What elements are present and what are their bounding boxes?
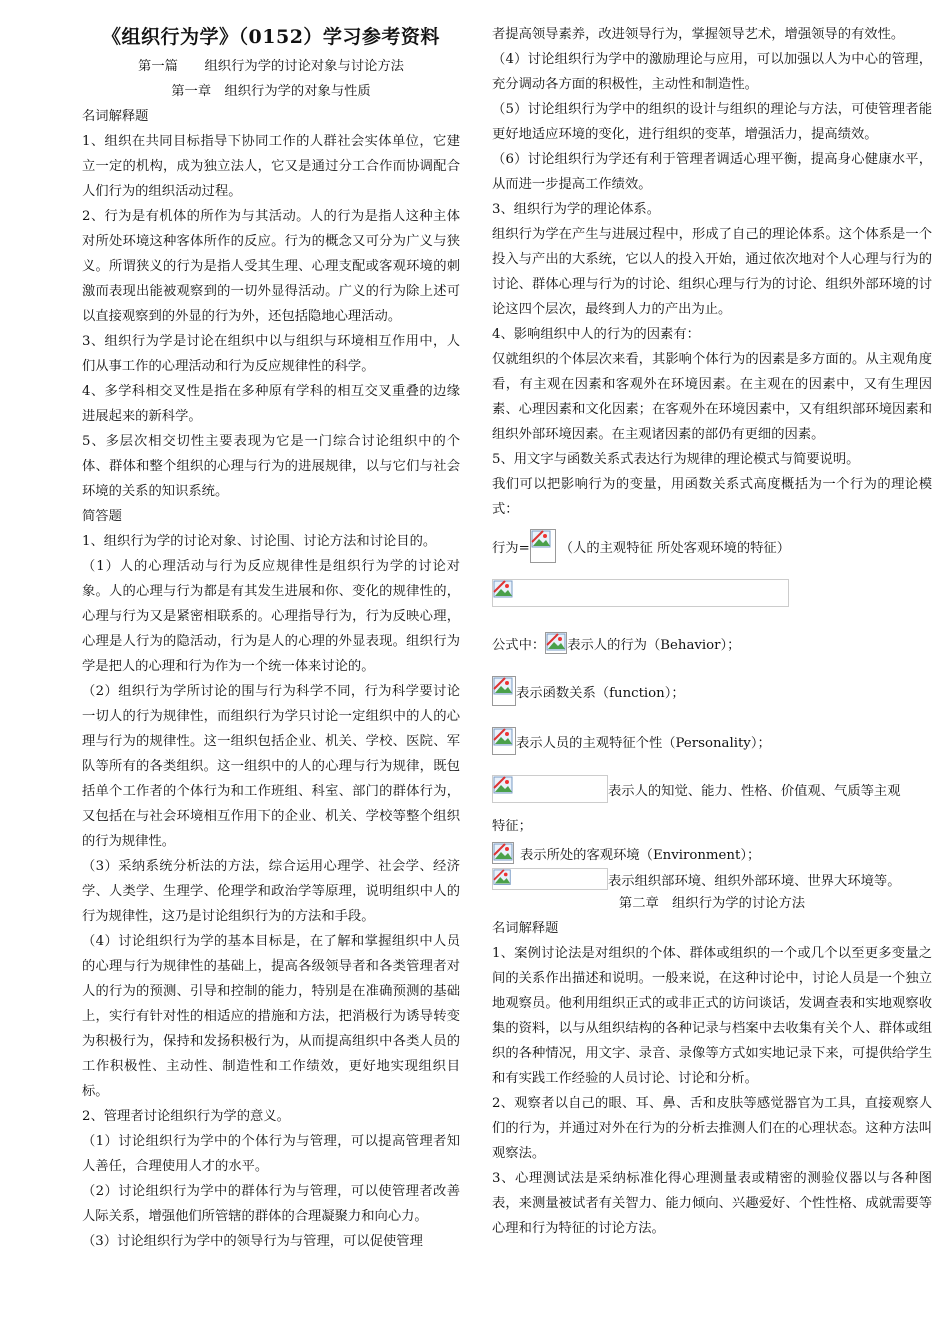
formula-image-placeholder (492, 775, 608, 803)
paragraph: （3）采纳系统分析法的方法，综合运用心理学、社会学、经济学、人类学、生理学、伦理学和政治学等原理，说明组织中人的行为规律性，这乃是讨论组织行为的方法和手段。 (82, 859, 460, 924)
broken-image-icon (493, 580, 515, 602)
paragraph: 我们可以把影响行为的变量，用函数关系式高度概括为一个行为的理论模式： (492, 477, 932, 517)
paragraph: 5、用文字与函数关系式表达行为规律的理论模式与简要说明。 (492, 452, 860, 467)
right-column (492, 22, 932, 1241)
formula-def-e (492, 841, 932, 865)
formula-def-text: 表示函数关系（function）； (516, 685, 685, 701)
broken-image-icon (545, 632, 567, 654)
formula-image-placeholder (492, 579, 789, 607)
paragraph: 3、组织行为学的理论体系。 (492, 202, 661, 217)
paragraph: 4、多学科相交叉性是指在多种原有学科的相互交叉重叠的边缘进展起来的新科学。 (82, 384, 460, 424)
paragraph: 1、案例讨论法是对组织的个体、群体或组织的一个或几个以至更多变量之间的关系作出描述和说明。一般来说，在这种讨论中，讨论人员是一个独立地观察员。他利用组织正式的或非正式的访问谈话，发调查表和实地观察收集的资料，以与从组织结构的各种记录与档案中去收集有关个人、群体或组织的各种情况，用文字、录音、录像等方式如实地记录下来，可提供给学生和有实践工作经验的人员讨论、讨论和分析。 (492, 946, 932, 1086)
paragraph: （2）讨论组织行为学中的群体行为与管理，可以使管理者改善人际关系，增强他们所管辖的群体的合理凝聚力和向心力。 (82, 1184, 460, 1224)
formula-prefix: 行为= (492, 540, 530, 556)
formula-def-p (492, 724, 932, 758)
paragraph: 2、管理者讨论组织行为学的意义。 (82, 1109, 290, 1124)
paragraph: 1、组织在共同目标指导下协同工作的人群社会实体单位，它建立一定的机构，成为独立法人，它又是通过分工合作而协调配合人们行为的组织活动过程。 (82, 134, 460, 199)
broken-image-icon (530, 529, 556, 563)
paragraph: （2）组织行为学所讨论的围与行为科学不同，行为科学要讨论一切人的行为规律性，而组织行为学只讨论一定组织中的人的心理与行为的规律性。这一组织包括企业、机关、学校、医院、军队等所有的各类组织。这一组织中的人的心理与行为规律，既包括单个工作者的个体行为和工作班组、科室、部门的群体行为，又包括在与社会环境相互作用下的企业、机关、学校等整个组织的行为规律性。 (82, 684, 460, 849)
paragraph: 组织行为学在产生与进展过程中，形成了自己的理论体系。这个体系是一个投入与产出的大系统，它以人的投入开始，通过依次地对个人心理与行为的讨论、群体心理与行为的讨论、组织心理与行为的讨论、组织外部环境的讨论这四个层次，最终到人力的产出为止。 (492, 227, 932, 317)
paragraph: 2、观察者以自己的眼、耳、鼻、舌和皮肤等感觉器官为工具，直接观察人们的行为，并通过对外在行为的分析去推测人们在的心理状态。这种方法叫观察法。 (492, 1096, 932, 1161)
chapter-2-heading: 第二章 组织行为学的讨论方法 (618, 896, 806, 911)
formula-def-text: 表示人的知觉、能力、性格、价值观、气质等主观 (608, 783, 901, 799)
broken-image-icon (492, 727, 516, 755)
broken-image-icon (492, 842, 514, 864)
formula-def-p-detail (492, 774, 932, 804)
document-title: 《组织行为学》（0152）学习参考资料 (102, 26, 440, 48)
paragraph: 3、组织行为学是讨论在组织中以与组织与环境相互作用中，人们从事工作的心理活动和行为反应规律性的科学。 (82, 334, 460, 374)
broken-image-icon (493, 776, 515, 798)
section-heading-short-answer: 简答题 (82, 509, 122, 524)
formula-def-f (492, 674, 932, 708)
formula-suffix: （人的主观特征 所处客观环境的特征） (559, 540, 791, 556)
paragraph: （4）讨论组织行为学的基本目标是，在了解和掌握组织中人员的心理与行为规律性的基础上，提高各级领导者和各类管理者对人的行为的预测、引导和控制的能力，特别是在准确预测的基础上，实行有针对性的相适应的措施和方法，把消极行为诱导转变为积极行为，保持和发扬积极行为，从而提高组织中各类人员的工作积极性、主动性、制造性和工作绩效，更好地实现组织目标。 (82, 934, 460, 1099)
paragraph: （4）讨论组织行为学中的激励理论与应用，可以加强以人为中心的管理，充分调动各方面的积极性，主动性和制造性。 (492, 52, 932, 92)
paragraph: （6）讨论组织行为学还有利于管理者调适心理平衡，提高身心健康水平，从而进一步提高工作绩效。 (492, 152, 932, 192)
broken-image-icon (492, 676, 516, 706)
paragraph: （1）讨论组织行为学中的个体行为与管理，可以提高管理者知人善任，合理使用人才的水平。 (82, 1134, 460, 1174)
formula-def-text: 特征； (492, 819, 532, 834)
part-heading: 第一篇 组织行为学的讨论对象与讨论方法 (138, 59, 404, 74)
broken-image-icon (493, 869, 513, 889)
formula-def-text: 表示组织部环境、组织外部环境、世界大环境等。 (608, 873, 901, 889)
paragraph: （5）讨论组织行为学中的组织的设计与组织的理论与方法，可使管理者能更好地适应环境的变化，进行组织的变革，增强活力，提高绩效。 (492, 102, 932, 142)
formula-def-e-detail (492, 867, 932, 891)
formula-def-text: 表示人的行为（Behavior）； (567, 637, 741, 653)
formula-def-b (492, 626, 932, 660)
paragraph: （3）讨论组织行为学中的领导行为与管理，可以促使管理 (82, 1234, 423, 1249)
formula-def-text: 表示所处的客观环境（Environment）； (520, 847, 761, 863)
paragraph: 3、心理测试法是采纳标准化得心理测量表或精密的测验仪器以与各种图表，来测量被试者有关智力、能力倾向、兴趣爱好、个性性格、成就需要等心理和行为特征的讨论方法。 (492, 1171, 932, 1236)
paragraph: 2、行为是有机体的所作为与其活动。人的行为是指人这种主体对所处环境这种客体所作的反应。行为的概念又可分为广义与狭义。所谓狭义的行为是指人受其生理、心理支配或客观环境的刺激而表现出能被观察到的一切外显得活动。广义的行为除上述可以直接观察到的外显的行为外，还包括隐地心理活动。 (82, 209, 460, 324)
formula-line (492, 526, 932, 566)
chapter-1-heading: 第一章 组织行为学的对象与性质 (171, 84, 371, 99)
paragraph: 5、多层次相交切性主要表现为它是一门综合讨论组织中的个体、群体和整个组织的心理与行为的进展规律，以与它们与社会环境的关系的知识系统。 (82, 434, 460, 499)
section-heading-terms: 名词解释题 (492, 921, 559, 936)
formula-image-row (492, 578, 932, 608)
paragraph: 1、组织行为学的讨论对象、讨论围、讨论方法和讨论目的。 (82, 534, 437, 549)
formula-def-text: 表示人员的主观特征个性（Personality）； (516, 735, 771, 751)
paragraph: 4、影响组织中人的行为的因素有： (492, 327, 700, 342)
paragraph: 仅就组织的个体层次来看，其影响个体行为的因素是多方面的。从主观角度看，有主观在因素和客观外在环境因素。在主观在的因素中，又有生理因素、心理因素和文化因素；在客观外在环境因素中，又有组织部环境因素和组织外部环境因素。在主观诸因素的部仍有更细的因素。 (492, 352, 932, 442)
paragraph: 者提高领导素养，改进领导行为，掌握领导艺术，增强领导的有效性。 (492, 27, 905, 42)
formula-intro: 公式中： (492, 637, 546, 653)
left-column (82, 22, 460, 1254)
formula-image-placeholder (492, 868, 608, 890)
section-heading-terms: 名词解释题 (82, 109, 149, 124)
paragraph: （1）人的心理活动与行为反应规律性是组织行为学的讨论对象。人的心理与行为都是有其发生进展和你、变化的规律性的，心理与行为又是紧密相联系的。心理指导行为，行为反映心理，心理是人行为的隐活动，行为是人的心理的外显表现。组织行为学是把人的心理和行为作为一个统一体来讨论的。 (82, 559, 460, 674)
